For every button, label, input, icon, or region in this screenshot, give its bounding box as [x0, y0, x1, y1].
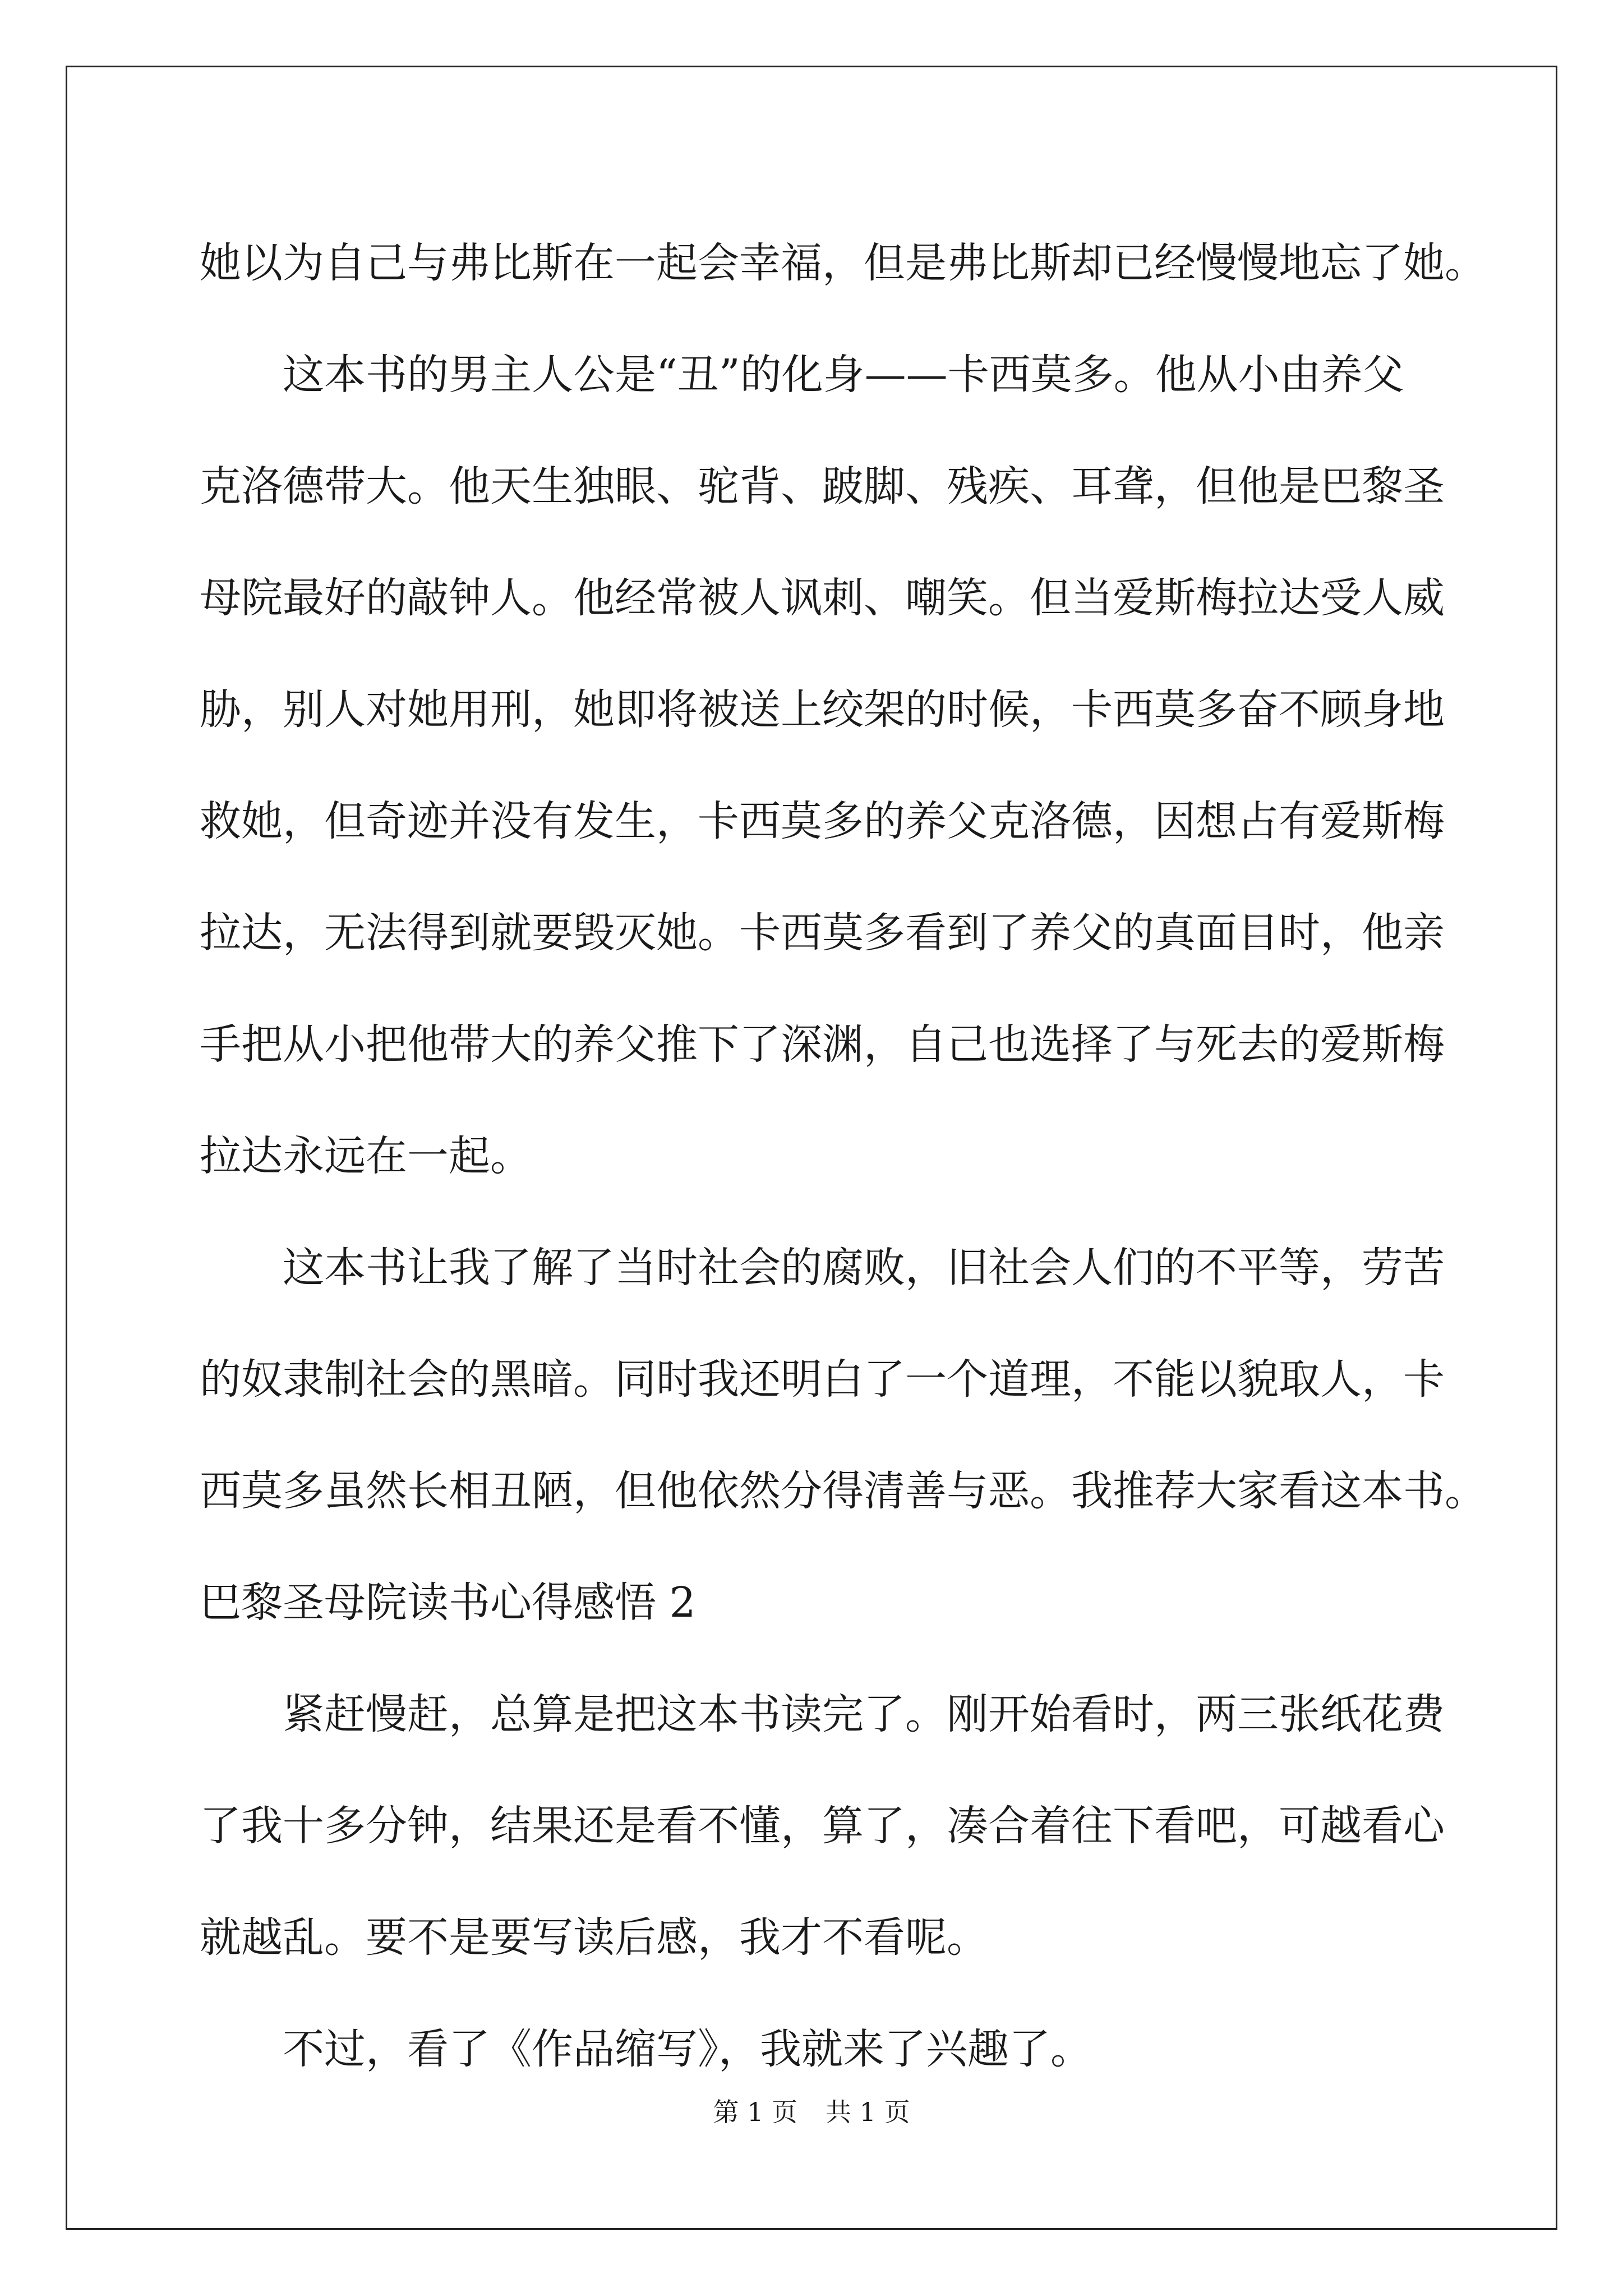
- text-line: 母院最好的敲钟人。他经常被人讽刺、嘲笑。但当爱斯梅拉达受人威: [200, 574, 1445, 622]
- text-line: 拉达永远在一起。: [200, 1132, 532, 1180]
- section-heading: 巴黎圣母院读书心得感悟 2: [200, 1579, 696, 1627]
- text-line: 就越乱。要不是要写读后感，我才不看呢。: [200, 1913, 988, 1962]
- page-total: 共 1 页: [826, 2097, 910, 2127]
- text-line: 她以为自己与弗比斯在一起会幸福，但是弗比斯却已经慢慢地忘了她。: [200, 239, 1486, 287]
- text-line: 西莫多虽然长相丑陋，但他依然分得清善与恶。我推荐大家看这本书。: [200, 1467, 1486, 1515]
- text-line: 克洛德带大。他天生独眼、驼背、跛脚、残疾、耳聋，但他是巴黎圣: [200, 462, 1445, 510]
- text-line: 不过，看了《作品缩写》，我就来了兴趣了。: [283, 2025, 1092, 2073]
- text-line: 紧赶慢赶，总算是把这本书读完了。刚开始看时，两三张纸花费: [283, 1690, 1445, 1738]
- text-line: 拉达，无法得到就要毁灭她。卡西莫多看到了养父的真面目时，他亲: [200, 909, 1445, 957]
- text-line: 的奴隶制社会的黑暗。同时我还明白了一个道理，不能以貌取人，卡: [200, 1355, 1445, 1404]
- text-line: 救她，但奇迹并没有发生，卡西莫多的养父克洛德，因想占有爱斯梅: [200, 797, 1445, 845]
- page-number: 第 1 页: [713, 2097, 797, 2127]
- text-line: 手把从小把他带大的养父推下了深渊，自己也选择了与死去的爱斯梅: [200, 1020, 1445, 1069]
- text-line: 这本书让我了解了当时社会的腐败，旧社会人们的不平等，劳苦: [283, 1244, 1445, 1292]
- text-line: 这本书的男主人公是“丑”的化身——卡西莫多。他从小由养父: [283, 351, 1404, 399]
- document-body: [200, 208, 1486, 2105]
- page-footer: [0, 2095, 1623, 2129]
- text-line: 了我十多分钟，结果还是看不懂，算了，凑合着往下看吧，可越看心: [200, 1802, 1445, 1850]
- text-line: 胁，别人对她用刑，她即将被送上绞架的时候，卡西莫多奋不顾身地: [200, 685, 1445, 734]
